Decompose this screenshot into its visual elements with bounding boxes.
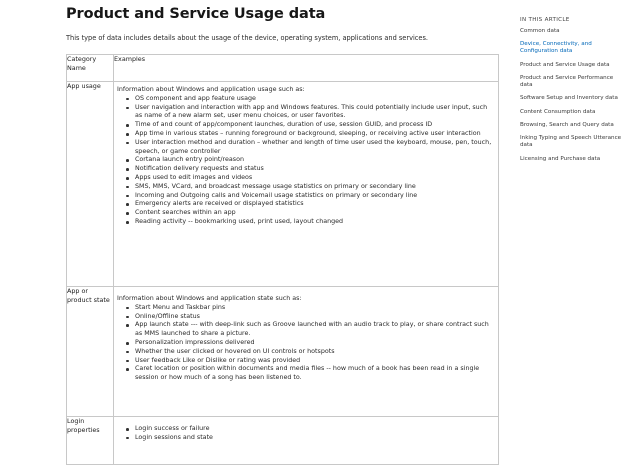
intro-text: This type of data includes details about the usage of the device, operating system, applications and services. — [66, 34, 429, 42]
in-this-article-nav — [520, 17, 625, 169]
examples-cell — [114, 287, 499, 417]
list-item: OS component and app feature usage — [135, 95, 494, 104]
list-item: Incoming and Outgoing calls and Voicemail usage statistics on primary or secondary line — [135, 192, 494, 201]
toc-heading: IN THIS ARTICLE — [520, 17, 570, 23]
category-cell: App usage — [67, 82, 114, 287]
category-cell: App or product state — [67, 287, 114, 417]
examples-list — [114, 425, 498, 443]
list-item: Apps used to edit images and videos — [135, 174, 494, 183]
list-item: Reading activity -- bookmarking used, print used, layout changed — [135, 218, 494, 227]
toc-link-device-connectivity-configuration[interactable]: Device, Connectivity, and Configuration data — [520, 41, 592, 55]
examples-cell — [114, 417, 499, 465]
list-item: Emergency alerts are received or displayed statistics — [135, 200, 494, 209]
toc-link-content-consumption[interactable]: Content Consumption data — [520, 108, 596, 115]
examples-list — [114, 95, 498, 227]
list-item: Online/Offline status — [135, 313, 494, 322]
examples-cell — [114, 82, 499, 287]
table-row — [67, 287, 499, 417]
list-item: Time of and count of app/component launches, duration of use, session GUID, and process ID — [135, 121, 494, 130]
list-item: Whether the user clicked or hovered on UI controls or hotspots — [135, 348, 494, 357]
list-item: User feedback Like or Dislike or rating was provided — [135, 357, 494, 366]
header-examples: Examples — [114, 55, 499, 82]
table-header-row — [67, 55, 499, 82]
list-item: Login success or failure — [135, 425, 494, 434]
examples-lead: Information about Windows and application usage such as: — [117, 86, 305, 93]
list-item: User navigation and interaction with app and Windows features. This could potentially include user input, such as name of a new alarm set, user menu choices, or user favorites. — [135, 104, 494, 122]
table-row — [67, 417, 499, 465]
toc-link-browsing-search-query[interactable]: Browsing, Search and Query data — [520, 121, 614, 128]
list-item: SMS, MMS, VCard, and broadcast message usage statistics on primary or secondary line — [135, 183, 494, 192]
toc-link-software-setup-inventory[interactable]: Software Setup and Inventory data — [520, 95, 618, 102]
toc-link-common-data[interactable]: Common data — [520, 28, 560, 34]
list-item: Personalization impressions delivered — [135, 339, 494, 348]
list-item: App launch state --- with deep-link such as Groove launched with an audio track to play, or share contract such as MMS launched to share a picture. — [135, 321, 494, 339]
category-cell: Login properties — [67, 417, 114, 465]
examples-list — [114, 304, 498, 383]
usage-data-table — [66, 54, 499, 465]
toc-link-inking-typing-speech[interactable]: Inking Typing and Speech Utterance data — [520, 135, 622, 149]
list-item: Login sessions and state — [135, 434, 494, 443]
table-row — [67, 82, 499, 287]
toc-link-product-service-performance[interactable]: Product and Service Performance data — [520, 74, 614, 89]
list-item: User interaction method and duration – whether and length of time user used the keyboard, mouse, pen, touch, speech, or game controller — [135, 139, 494, 157]
header-category: Category Name — [67, 55, 114, 82]
toc-link-licensing-purchase[interactable]: Licensing and Purchase data — [520, 155, 601, 162]
list-item: Caret location or position within documents and media files -- how much of a book has been read in a single session or how much of a song has been listened to. — [135, 365, 494, 383]
page-title: Product and Service Usage data — [66, 6, 326, 22]
toc-link-product-service-usage[interactable]: Product and Service Usage data — [520, 61, 610, 68]
list-item: Content searches within an app — [135, 209, 494, 218]
list-item: Cortana launch entry point/reason — [135, 156, 494, 165]
list-item: Notification delivery requests and status — [135, 165, 494, 174]
toc-list — [520, 28, 625, 163]
examples-lead: Information about Windows and application state such as: — [117, 295, 302, 302]
list-item: Start Menu and Taskbar pins — [135, 304, 494, 313]
list-item: App time in various states – running foreground or background, sleeping, or receiving active user interaction — [135, 130, 494, 139]
